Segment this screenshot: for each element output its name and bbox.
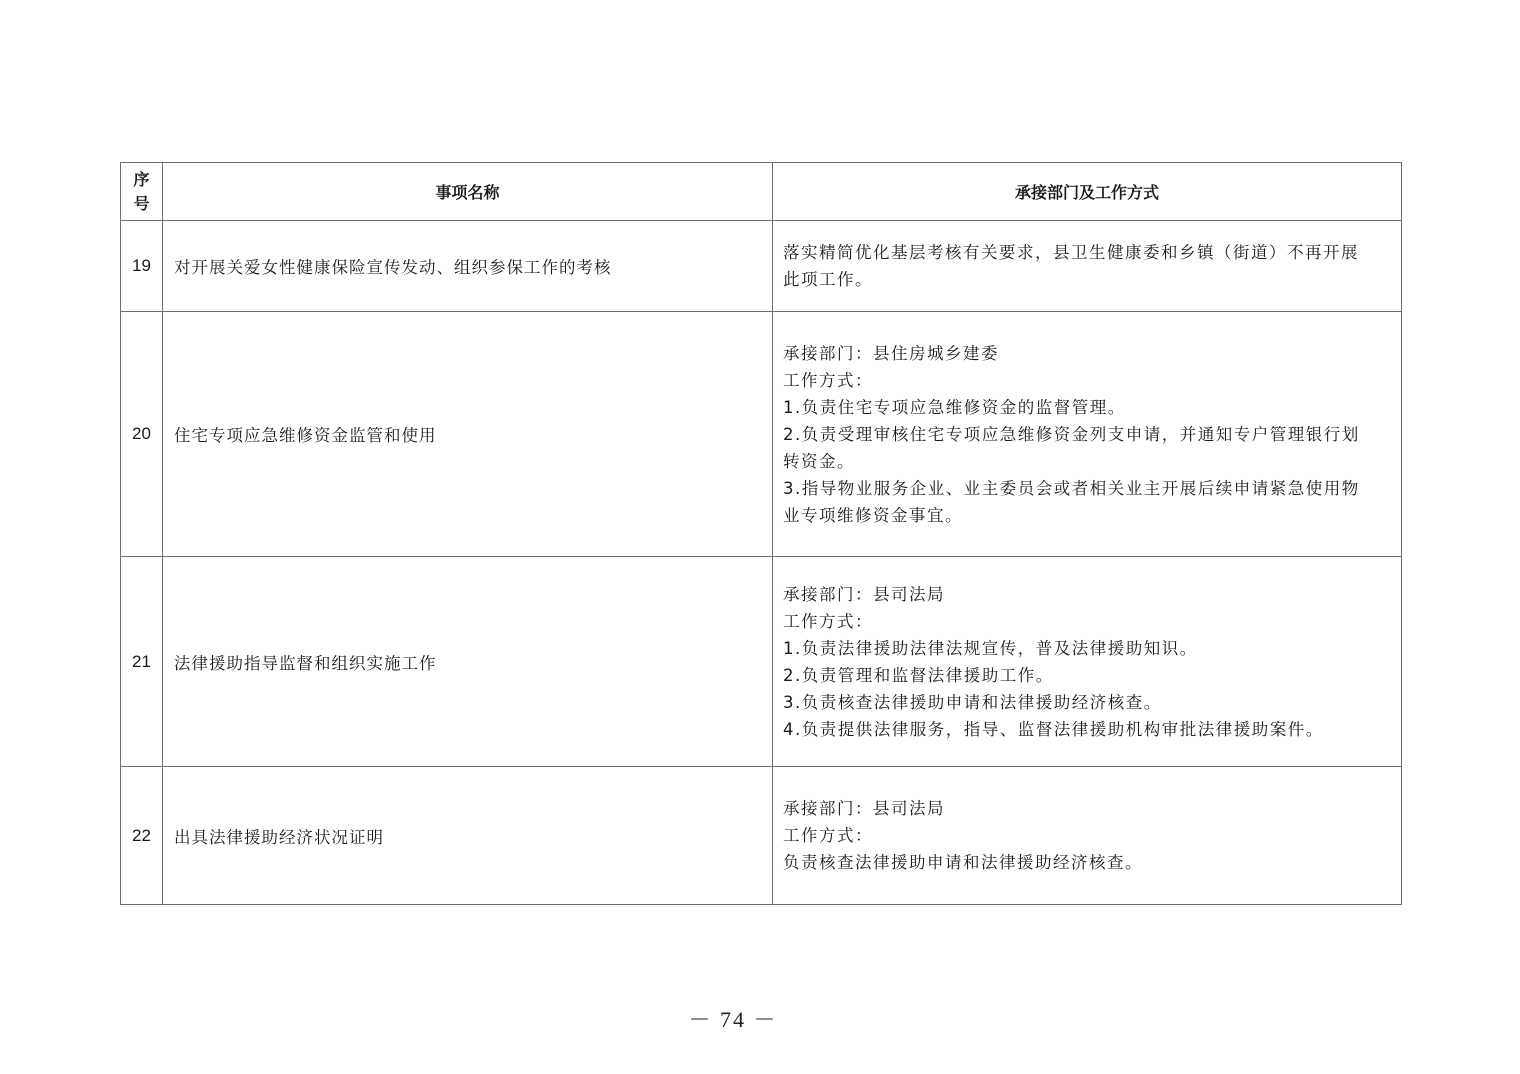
row-number: 22 xyxy=(121,767,163,905)
table-header-row xyxy=(121,163,1402,221)
dept-line: 工作方式： xyxy=(783,826,873,845)
page-number: － 74 － xyxy=(688,1007,778,1032)
dept-line: 业专项维修资金事宜。 xyxy=(783,505,963,525)
dept-line: 工作方式： xyxy=(783,370,873,390)
row-number: 21 xyxy=(121,557,163,767)
row-number: 20 xyxy=(121,312,163,557)
dept-line: 转资金。 xyxy=(783,451,855,471)
header-dept-method: 承接部门及工作方式 xyxy=(773,163,1402,221)
dept-line: 负责核查法律援助申请和法律援助经济核查。 xyxy=(783,853,1143,872)
table-row xyxy=(121,221,1402,312)
header-item-name: 事项名称 xyxy=(163,163,773,221)
table-row xyxy=(121,312,1402,557)
header-seq xyxy=(121,163,163,221)
dept-line: 此项工作。 xyxy=(783,270,873,289)
dept-line: 1.负责住宅专项应急维修资金的监督管理。 xyxy=(783,397,1126,417)
dept-method xyxy=(773,767,1402,905)
dept-line: 承接部门：县司法局 xyxy=(783,584,945,604)
item-name: 法律援助指导监督和组织实施工作 xyxy=(163,557,773,767)
dept-line: 工作方式： xyxy=(783,611,873,631)
table-row xyxy=(121,557,1402,767)
dept-line: 承接部门：县住房城乡建委 xyxy=(783,343,999,363)
item-name: 出具法律援助经济状况证明 xyxy=(163,767,773,905)
table-row xyxy=(121,767,1402,905)
dept-line: 承接部门：县司法局 xyxy=(783,799,945,818)
dept-line: 4.负责提供法律服务，指导、监督法律援助机构审批法律援助案件。 xyxy=(783,719,1324,739)
dept-method xyxy=(773,312,1402,557)
dept-method xyxy=(773,221,1402,312)
dept-line: 2.负责管理和监督法律援助工作。 xyxy=(783,665,1054,685)
header-seq-char-1: 序 xyxy=(133,169,150,189)
row-number: 19 xyxy=(121,221,163,312)
dept-line: 1.负责法律援助法律法规宣传，普及法律援助知识。 xyxy=(783,638,1198,658)
dept-line: 2.负责受理审核住宅专项应急维修资金列支申请，并通知专户管理银行划 xyxy=(783,424,1360,444)
dept-method xyxy=(773,557,1402,767)
dept-line: 落实精简优化基层考核有关要求，县卫生健康委和乡镇（街道）不再开展 xyxy=(783,243,1359,262)
matters-table xyxy=(120,162,1402,905)
dept-line: 3.负责核查法律援助申请和法律援助经济核查。 xyxy=(783,692,1162,712)
item-name: 对开展关爱女性健康保险宣传发动、组织参保工作的考核 xyxy=(163,221,773,312)
item-name: 住宅专项应急维修资金监管和使用 xyxy=(163,312,773,557)
header-seq-char-2: 号 xyxy=(133,193,150,213)
dept-line: 3.指导物业服务企业、业主委员会或者相关业主开展后续申请紧急使用物 xyxy=(783,478,1360,498)
